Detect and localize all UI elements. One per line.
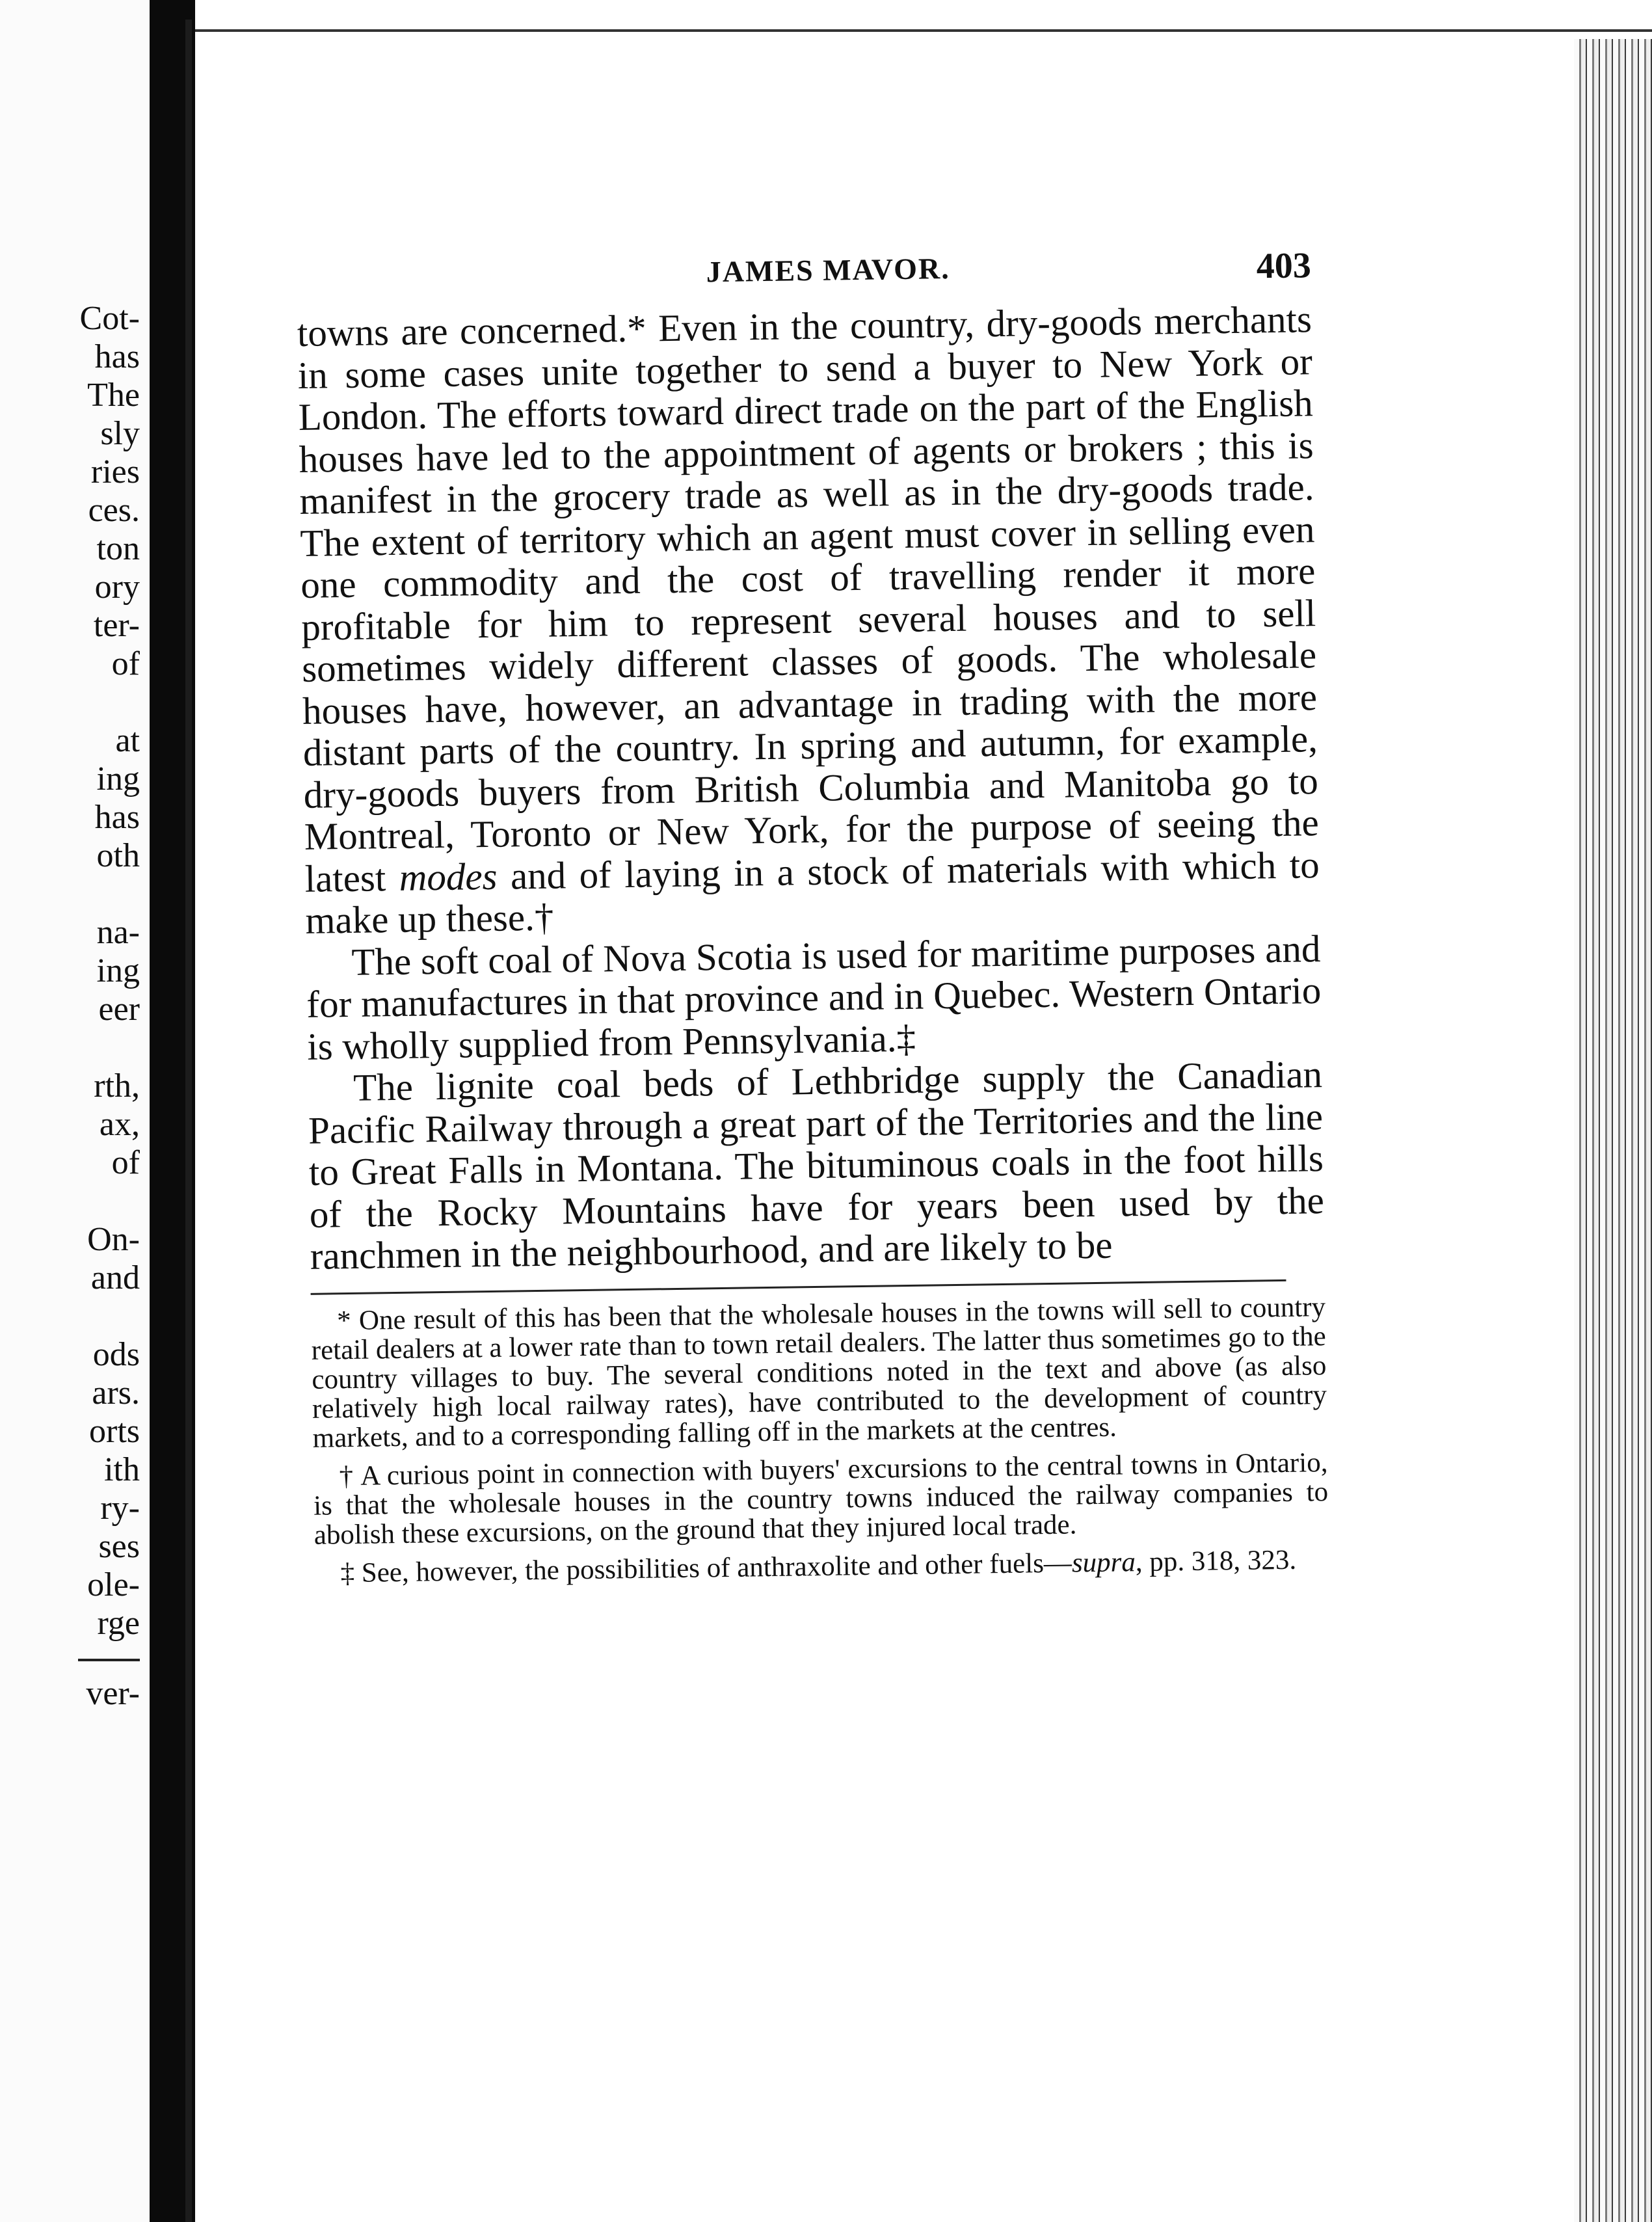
footnote: ‡ See, however, the possibilities of anthraxolite and other fuels—supra, pp. 318, 323. <box>340 1544 1297 1588</box>
running-head: JAMES MAVOR. <box>706 251 950 289</box>
facing-line-fragment: of <box>111 645 140 682</box>
body-paragraph: The lignite coal beds of Lethbridge supply the Canadian Pacific Railway through a great part of the Territories and the line to Great Falls in Montana. The bituminous coals in the foot hills of the Rocky Mountains have for years been used by the ranchmen in the neighbourhood, and are likely to be <box>308 1052 1325 1278</box>
facing-line-fragment: ars. <box>92 1374 140 1412</box>
facing-line-fragment: oth <box>96 837 140 874</box>
facing-line-fragment: On- <box>87 1221 140 1258</box>
facing-page <box>0 0 150 2222</box>
facing-line-fragment: orts <box>89 1413 140 1450</box>
footnotes <box>311 1292 1329 1588</box>
footnote: † A curious point in connection with buyers' excursions to the central towns in Ontario, is that the wholesale houses in the country towns induced the railway companies to abolish these excursions, on the ground that they injured local trade. <box>313 1447 1329 1551</box>
facing-line-fragment: has <box>94 338 140 375</box>
facing-line-fragment: ing <box>96 760 140 797</box>
facing-line-fragment: ith <box>104 1451 140 1488</box>
footnote-rule <box>311 1279 1286 1294</box>
facing-line-fragment <box>0 1028 140 1067</box>
page-top-edge <box>195 0 1652 32</box>
book-page <box>296 226 1334 1932</box>
facing-line-fragment: has <box>94 799 140 836</box>
facing-line-fragment <box>0 1182 140 1220</box>
facing-line-fragment: ter- <box>93 607 140 644</box>
facing-line-fragment: ces. <box>88 492 140 529</box>
facing-line-fragment: ton <box>96 530 140 567</box>
facing-line-fragment: ry- <box>100 1490 140 1527</box>
facing-line-fragment: eer <box>98 991 140 1028</box>
footnote: * One result of this has been that the wholesale houses in the towns will sell to country retail dealers at a lower rate than to town retail dealers. The latter thus sometimes go to the country villages to buy. The several conditions noted in the text and above (as also relatively high local railway rates), have contributed to the development of country markets, and to a corresponding falling off in the markets at the centres. <box>311 1291 1327 1454</box>
facing-line-fragment: of <box>111 1144 140 1181</box>
facing-line-fragment: ax, <box>99 1106 140 1143</box>
facing-line-fragment: ory <box>94 569 140 606</box>
page-number: 403 <box>1256 245 1312 287</box>
facing-line-fragment: Cot- <box>79 300 140 337</box>
facing-line-fragment <box>0 1297 140 1335</box>
facing-line-fragment: ing <box>96 952 140 989</box>
gutter-edge <box>185 20 192 2222</box>
facing-line-fragment: The <box>87 377 140 414</box>
page-fore-edge <box>1574 39 1652 2222</box>
facing-footnote-rule <box>78 1659 140 1674</box>
facing-line-fragment: ods <box>92 1336 140 1373</box>
facing-line-fragment: ries <box>90 453 140 490</box>
page-header <box>296 226 1311 312</box>
facing-line-fragment: rge <box>97 1605 140 1642</box>
facing-line-fragment <box>0 875 140 913</box>
facing-line-fragment: rth, <box>94 1067 140 1104</box>
body-paragraph: towns are concerned.* Even in the country, dry-goods merchants in some cases unite together to send a buyer to New York or London. The efforts toward direct trade on the part of the English houses have led to the appointment of agents or brokers ; this is manifest in the grocery trade as well as in the dry-goods trade. The extent of territory which an agent must cover in selling even one commodity and the cost of travelling render it more profitable for him to represent several houses and to sell sometimes widely different classes of goods. The wholesale houses have, however, an advantage in trading with the more distant parts of the country. In spring and autumn, for example, dry-goods buyers from British Columbia and Manitoba go to Montreal, Toronto or New York, for the purpose of seeing the latest modes and of laying in a stock of materials with which to make up these.† <box>297 297 1320 942</box>
facing-line-fragment: and <box>90 1259 140 1296</box>
body-paragraph: The soft coal of Nova Scotia is used for maritime purposes and for manufactures in that province and in Quebec. Western Ontario is wholly supplied from Pennsylvania.‡ <box>306 926 1322 1068</box>
facing-line-fragment: ole- <box>87 1566 140 1603</box>
facing-footnote-fragment: ver- <box>86 1675 140 1712</box>
facing-line-fragment: sly <box>100 415 140 452</box>
body-text <box>297 298 1326 1277</box>
facing-line-fragment: na- <box>96 914 140 951</box>
facing-line-fragment: ses <box>98 1528 140 1565</box>
facing-page-text <box>0 299 140 1713</box>
facing-line-fragment: at <box>115 722 140 759</box>
facing-line-fragment <box>0 683 140 721</box>
